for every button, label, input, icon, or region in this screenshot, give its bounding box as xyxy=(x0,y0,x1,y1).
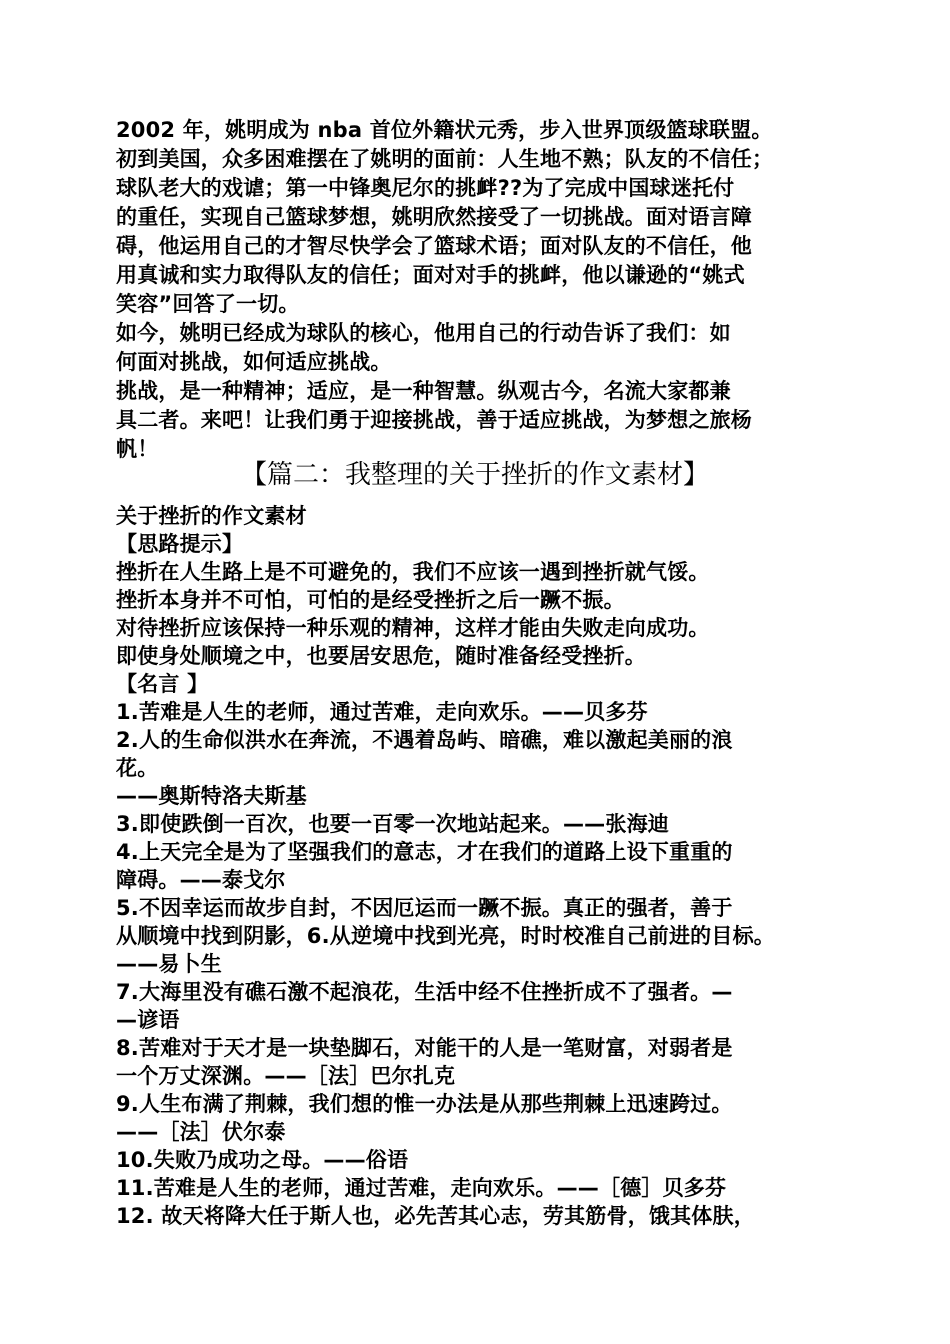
body-line: 挑战，是一种精神；适应，是一种智慧。纵观古今，名流大家都兼 xyxy=(116,379,731,403)
body-line: 即使身处顺境之中，也要居安思危，随时准备经受挫折。 xyxy=(116,644,646,668)
body-line: 关于挫折的作文素材 xyxy=(116,504,307,528)
body-line: 2.人的生命似洪水在奔流，不遇着岛屿、暗礁，难以激起美丽的浪 xyxy=(116,728,733,752)
body-line: 笑容”回答了一切。 xyxy=(116,292,300,316)
body-line: 如今，姚明已经成为球队的核心，他用自己的行动告诉了我们：如 xyxy=(116,321,731,345)
body-line: 12. 故天将降大任于斯人也，必先苦其心志，劳其筋骨，饿其体肤， xyxy=(116,1204,755,1228)
body-line: 碍，他运用自己的才智尽快学会了篮球术语；面对队友的不信任，他 xyxy=(116,234,752,258)
body-line: 5.不因幸运而故步自封，不因厄运而一蹶不振。真正的强者，善于 xyxy=(116,896,733,920)
body-line: 用真诚和实力取得队友的信任；面对对手的挑衅，他以谦逊的“姚式 xyxy=(116,263,745,287)
body-line: 帆！ xyxy=(116,437,159,461)
body-line: 1.苦难是人生的老师，通过苦难，走向欢乐。——贝多芬 xyxy=(116,700,648,724)
body-line: ——易卜生 xyxy=(116,952,222,976)
body-line: 球队老大的戏谑；第一中锋奥尼尔的挑衅??为了完成中国球迷托付 xyxy=(116,176,735,200)
body-line: 初到美国，众多困难摆在了姚明的面前：人生地不熟；队友的不信任； xyxy=(116,147,774,171)
body-line: ——［法］伏尔泰 xyxy=(116,1120,286,1144)
body-line: 对待挫折应该保持一种乐观的精神，这样才能由失败走向成功。 xyxy=(116,616,710,640)
body-line: 7.大海里没有礁石激不起浪花，生活中经不住挫折成不了强者。— xyxy=(116,980,733,1004)
body-line: 挫折本身并不可怕，可怕的是经受挫折之后一蹶不振。 xyxy=(116,588,625,612)
body-line: 10.失败乃成功之母。——俗语 xyxy=(116,1148,409,1172)
body-line: 11.苦难是人生的老师，通过苦难，走向欢乐。——［德］贝多芬 xyxy=(116,1176,727,1200)
body-line: 2002 年，姚明成为 nba 首位外籍状元秀，步入世界顶级篮球联盟。 xyxy=(116,118,773,142)
body-line: 挫折在人生路上是不可避免的，我们不应该一遇到挫折就气馁。 xyxy=(116,560,710,584)
body-line: 一个万丈深渊。——［法］巴尔扎克 xyxy=(116,1064,456,1088)
body-line: 8.苦难对于天才是一块垫脚石，对能干的人是一笔财富，对弱者是 xyxy=(116,1036,733,1060)
body-line: 4.上天完全是为了坚强我们的意志，才在我们的道路上设下重重的 xyxy=(116,840,733,864)
body-line: ——奥斯特洛夫斯基 xyxy=(116,784,307,808)
body-line: 的重任，实现自己篮球梦想，姚明欣然接受了一切挑战。面对语言障 xyxy=(116,205,752,229)
body-line: —谚语 xyxy=(116,1008,180,1032)
body-line: 3.即使跌倒一百次，也要一百零一次地站起来。——张海迪 xyxy=(116,812,669,836)
body-line: 何面对挑战，如何适应挑战。 xyxy=(116,350,392,374)
body-line: 9.人生布满了荆棘，我们想的惟一办法是从那些荆棘上迅速跨过。 xyxy=(116,1092,733,1116)
body-line: 从顺境中找到阴影，6.从逆境中找到光亮，时时校准自己前进的目标。 xyxy=(116,924,775,948)
body-line: 【思路提示】 xyxy=(116,532,244,556)
section-heading: 【篇二：我整理的关于挫折的作文素材】 xyxy=(240,460,709,490)
body-line: 【名言 】 xyxy=(116,672,209,696)
body-line: 花。 xyxy=(116,756,159,780)
body-line: 障碍。——泰戈尔 xyxy=(116,868,286,892)
body-line: 具二者。来吧！让我们勇于迎接挑战，善于适应挑战，为梦想之旅杨 xyxy=(116,408,752,432)
